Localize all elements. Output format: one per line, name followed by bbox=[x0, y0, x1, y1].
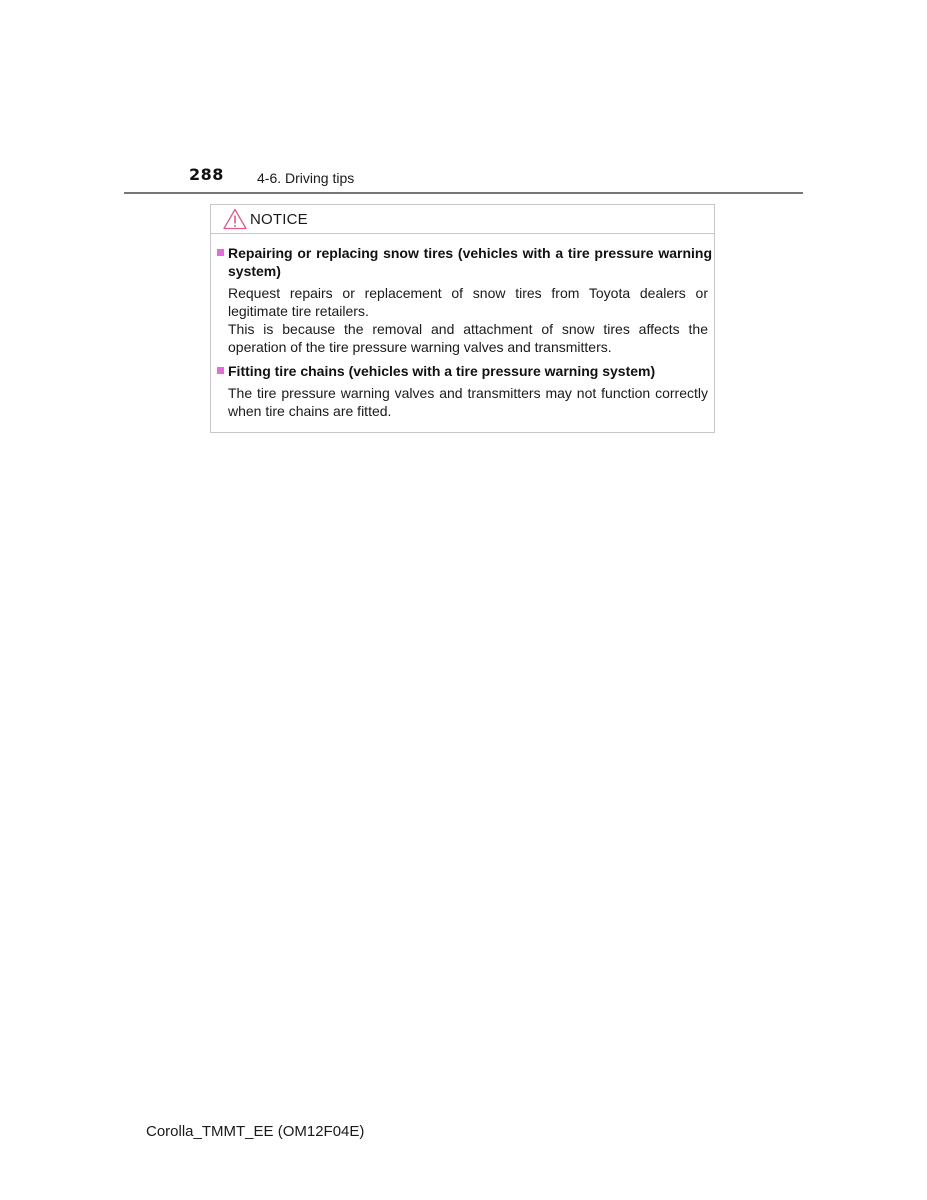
notice-paragraph: Request repairs or replacement of snow tires from Toyota dealers or legitimate tire retailers. bbox=[228, 285, 708, 319]
section-title: 4-6. Driving tips bbox=[257, 170, 355, 186]
notice-header bbox=[211, 205, 714, 234]
notice-label: NOTICE bbox=[250, 211, 308, 228]
notice-paragraph: This is because the removal and attachment of snow tires affects the operation of the tire pressure warning valves and transmitters. bbox=[228, 321, 708, 355]
notice-item-title: Fitting tire chains (vehicles with a tire pressure warning system) bbox=[228, 363, 656, 379]
warning-triangle-icon bbox=[223, 208, 247, 230]
bullet-square-icon bbox=[217, 367, 224, 374]
page-number: 288 bbox=[189, 165, 224, 184]
notice-item-title: Repairing or replacing snow tires (vehicles with a tire pressure warning system) bbox=[228, 245, 712, 279]
notice-box bbox=[210, 204, 715, 433]
notice-item-body bbox=[228, 284, 708, 356]
bullet-square-icon bbox=[217, 249, 224, 256]
header-divider bbox=[124, 192, 803, 194]
notice-paragraph: The tire pressure warning valves and transmitters may not function correctly when tire chains are fitted. bbox=[228, 385, 708, 419]
footer-document-code: Corolla_TMMT_EE (OM12F04E) bbox=[146, 1123, 365, 1140]
page-header bbox=[0, 0, 927, 200]
notice-item-body bbox=[228, 384, 708, 420]
